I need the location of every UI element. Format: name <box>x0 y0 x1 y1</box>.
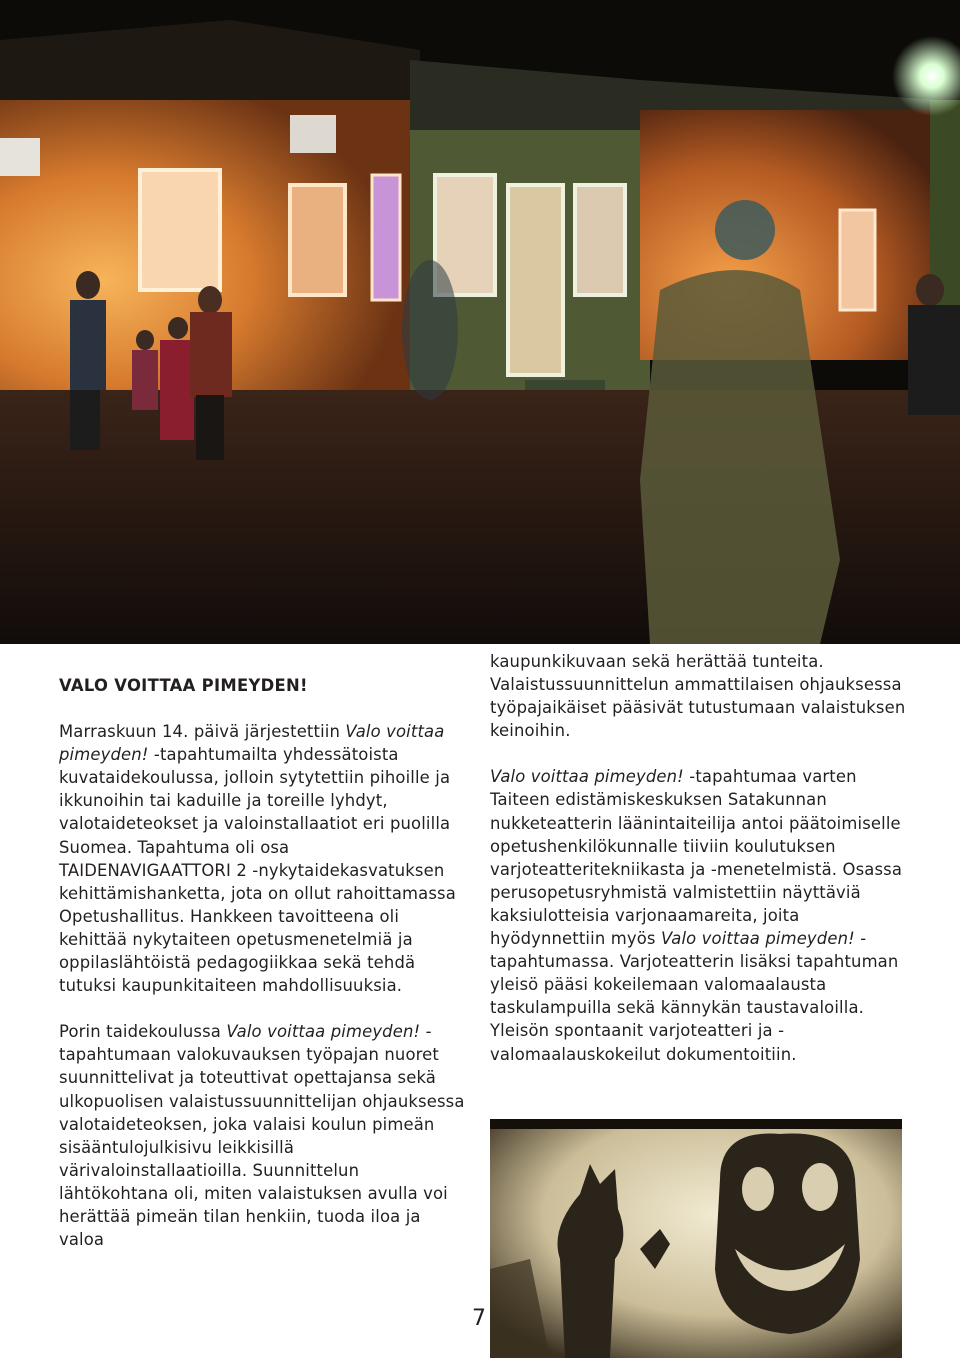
event-name-italic: Valo voittaa pimeyden! <box>660 929 855 949</box>
text-run: -tapahtumaa varten Taiteen edistämiskeskuksen Satakunnan nukketeatterin läänintaiteilija antoi päätoimiselle opetushenkilökunnalle tiiviin koulutuksen varjoteatteritekniikasta ja -menetelmistä. Osassa perusopetusryhmistä valmistettiin näyttäviä kaksiulotteisia varjonaamareita, joita hyödynnettiin myös <box>490 767 903 949</box>
text-run: -tapahtumailta yhdessätoista kuvataidekoulussa, jolloin sytytettiin pihoille ja ikkunoihin tai kaduille ja toreille lyhdyt, valotaideteokset ja valoinstallaatiot eri puolilla Suomea. Tapahtuma oli osa TAIDENAVIGAATTORI 2 -nykytaidekasvatuksen kehittämishanketta, jota on ollut rahoittamassa Opetushallitus. Hankkeen tavoitteena oli kehittää nykytaiteen opetusmenetelmiä ja oppilaslähtöistä pedagogiikkaa sekä tehdä tutuksi kaupunkitaiteen mahdollisuuksia. <box>59 745 456 996</box>
left-paragraph-1 <box>59 720 465 997</box>
page-number: 7 <box>472 1306 486 1331</box>
text-run: Porin taidekoulussa <box>59 1022 227 1042</box>
text-run: Marraskuun 14. päivä järjestettiin <box>59 722 346 742</box>
text-run: -tapahtumaan valokuvauksen työpajan nuoret suunnittelivat ja toteuttivat opettajansa sekä ulkopuolisen valaistussuunnittelijan ohjauksessa valotaideteoksen, joka valaisi koulun pimeän sisääntulojulkisivu leikkisillä värivaloinstallaatioilla. Suunnittelun lähtökohtana oli, miten valaistuksen avulla voi herättää pimeän tilan henkiin, tuoda iloa ja valoa <box>59 1022 465 1250</box>
event-name-italic: Valo voittaa pimeyden! <box>59 722 445 765</box>
right-paragraph-2 <box>490 765 910 1065</box>
text-run: -tapahtumassa. Varjoteatterin lisäksi tapahtuman yleisö pääsi kokeilemaan valomaalausta taskulampuilla sekä kännykän taustavaloilla. Yleisön spontaanit varjoteatteri ja -valomaalauskokeilut dokumentoitiin. <box>490 929 899 1064</box>
left-paragraph-2 <box>59 1020 465 1251</box>
left-column <box>59 674 465 1274</box>
event-name-italic: Valo voittaa pimeyden! <box>490 767 684 787</box>
right-paragraph-1 <box>490 650 910 742</box>
right-column <box>490 650 910 1089</box>
shadow-theatre-photo <box>490 1119 902 1358</box>
text-run: kaupunkikuvaan sekä herättää tunteita. Valaistussuunnittelun ammattilaisen ohjauksessa työpajaikäiset pääsivät tutustumaan valaistuksen keinoihin. <box>490 652 906 741</box>
event-name-italic: Valo voittaa pimeyden! <box>226 1022 421 1042</box>
hero-photo <box>0 0 960 644</box>
article-title: VALO VOITTAA PIMEYDEN! <box>59 676 308 695</box>
